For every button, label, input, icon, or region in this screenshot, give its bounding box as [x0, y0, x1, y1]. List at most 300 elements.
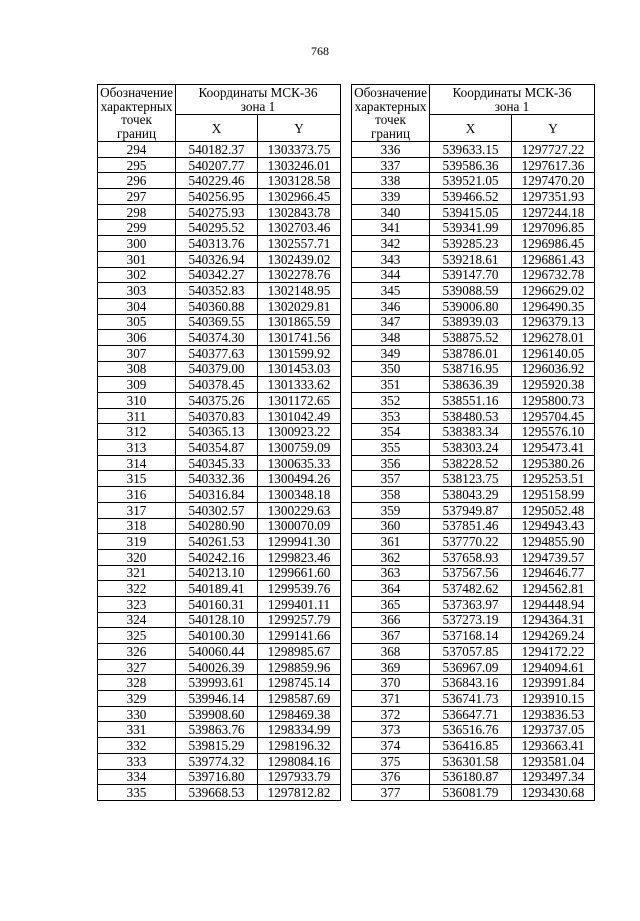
y-coordinate-cell: 1301333.62 [258, 377, 341, 393]
point-number-cell: 338 [352, 173, 430, 189]
y-coordinate-cell: 1298334.99 [258, 722, 341, 738]
table-row [352, 785, 595, 801]
y-coordinate-cell: 1293991.84 [512, 675, 595, 691]
y-coordinate-cell: 1297470.20 [512, 173, 595, 189]
x-coordinate-cell: 540213.10 [176, 565, 258, 581]
x-coordinate-cell: 536967.09 [430, 659, 512, 675]
table-row [98, 283, 341, 299]
y-coordinate-cell: 1293497.34 [512, 769, 595, 785]
table-row [98, 769, 341, 785]
x-coordinate-cell: 537770.22 [430, 534, 512, 550]
y-coordinate-cell: 1295704.45 [512, 408, 595, 424]
y-column-header: Y [258, 115, 341, 142]
table-row [352, 314, 595, 330]
table-body-right [352, 142, 595, 801]
y-coordinate-cell: 1296036.92 [512, 361, 595, 377]
table-row [98, 377, 341, 393]
coordinates-header [176, 85, 341, 115]
table-row [352, 565, 595, 581]
point-number-cell: 321 [98, 565, 176, 581]
x-coordinate-cell: 540326.94 [176, 251, 258, 267]
point-number-cell: 313 [98, 440, 176, 456]
x-coordinate-cell: 539285.23 [430, 236, 512, 252]
x-coordinate-cell: 538875.52 [430, 330, 512, 346]
x-coordinate-cell: 536081.79 [430, 785, 512, 801]
coordinates-table-left [97, 84, 341, 801]
x-coordinate-cell: 540060.44 [176, 644, 258, 660]
point-number-cell: 360 [352, 518, 430, 534]
y-coordinate-cell: 1293910.15 [512, 691, 595, 707]
x-coordinate-cell: 538383.34 [430, 424, 512, 440]
x-coordinate-cell: 540295.52 [176, 220, 258, 236]
table-row [352, 753, 595, 769]
y-coordinate-cell: 1301865.59 [258, 314, 341, 330]
y-coordinate-cell: 1300759.09 [258, 440, 341, 456]
y-coordinate-cell: 1298084.16 [258, 753, 341, 769]
y-coordinate-cell: 1300070.09 [258, 518, 341, 534]
table-row [352, 267, 595, 283]
table-row [352, 738, 595, 754]
x-coordinate-cell: 540377.63 [176, 345, 258, 361]
table-row [98, 157, 341, 173]
table-row [98, 738, 341, 754]
x-coordinate-cell: 539993.61 [176, 675, 258, 691]
point-number-cell: 309 [98, 377, 176, 393]
y-coordinate-cell: 1294364.31 [512, 612, 595, 628]
x-coordinate-cell: 540256.95 [176, 189, 258, 205]
y-coordinate-cell: 1294172.22 [512, 644, 595, 660]
table-row [352, 361, 595, 377]
y-coordinate-cell: 1301453.03 [258, 361, 341, 377]
point-number-cell: 368 [352, 644, 430, 660]
point-number-cell: 340 [352, 204, 430, 220]
table-row [98, 345, 341, 361]
x-coordinate-cell: 539415.05 [430, 204, 512, 220]
table-body-left [98, 142, 341, 801]
x-coordinate-cell: 537168.14 [430, 628, 512, 644]
point-number-cell: 370 [352, 675, 430, 691]
x-coordinate-cell: 538480.53 [430, 408, 512, 424]
table-row [98, 455, 341, 471]
point-number-cell: 328 [98, 675, 176, 691]
table-row [352, 549, 595, 565]
y-coordinate-cell: 1301599.92 [258, 345, 341, 361]
point-number-cell: 331 [98, 722, 176, 738]
point-number-cell: 354 [352, 424, 430, 440]
x-coordinate-cell: 537949.87 [430, 502, 512, 518]
y-coordinate-cell: 1294562.81 [512, 581, 595, 597]
table-row [352, 691, 595, 707]
y-coordinate-cell: 1296629.02 [512, 283, 595, 299]
table-row [98, 330, 341, 346]
x-coordinate-cell: 540332.36 [176, 471, 258, 487]
table-row [352, 659, 595, 675]
y-coordinate-cell: 1294855.90 [512, 534, 595, 550]
point-number-cell: 372 [352, 706, 430, 722]
y-coordinate-cell: 1295473.41 [512, 440, 595, 456]
point-number-cell: 311 [98, 408, 176, 424]
table-row [98, 424, 341, 440]
x-coordinate-cell: 540378.45 [176, 377, 258, 393]
x-coordinate-cell: 539863.76 [176, 722, 258, 738]
x-coordinate-cell: 540242.16 [176, 549, 258, 565]
table-row [98, 361, 341, 377]
x-coordinate-cell: 536180.87 [430, 769, 512, 785]
table-row [352, 502, 595, 518]
point-number-cell: 325 [98, 628, 176, 644]
y-coordinate-cell: 1294094.61 [512, 659, 595, 675]
point-header-line: границ [370, 125, 411, 141]
point-number-cell: 294 [98, 142, 176, 158]
table-row [352, 628, 595, 644]
point-number-cell: 295 [98, 157, 176, 173]
x-coordinate-cell: 536647.71 [430, 706, 512, 722]
coordinates-zone: зона 1 [494, 98, 530, 114]
y-coordinate-cell: 1295052.48 [512, 502, 595, 518]
y-coordinate-cell: 1297351.93 [512, 189, 595, 205]
point-number-cell: 344 [352, 267, 430, 283]
table-row [98, 471, 341, 487]
table-row [98, 534, 341, 550]
x-coordinate-cell: 540275.93 [176, 204, 258, 220]
point-number-cell: 332 [98, 738, 176, 754]
x-coordinate-cell: 537057.85 [430, 644, 512, 660]
x-coordinate-cell: 540352.83 [176, 283, 258, 299]
y-coordinate-cell: 1297812.82 [258, 785, 341, 801]
table-row [98, 220, 341, 236]
table-row [352, 251, 595, 267]
point-number-cell: 341 [352, 220, 430, 236]
y-coordinate-cell: 1301172.65 [258, 393, 341, 409]
y-coordinate-cell: 1295158.99 [512, 487, 595, 503]
point-number-cell: 361 [352, 534, 430, 550]
point-header-line: границ [116, 125, 157, 141]
x-coordinate-cell: 538716.95 [430, 361, 512, 377]
table-row [352, 722, 595, 738]
x-coordinate-cell: 539815.29 [176, 738, 258, 754]
point-number-cell: 339 [352, 189, 430, 205]
y-coordinate-cell: 1293737.05 [512, 722, 595, 738]
table-row [352, 471, 595, 487]
table-row [352, 142, 595, 158]
y-coordinate-cell: 1301741.56 [258, 330, 341, 346]
table-row [352, 330, 595, 346]
table-row [352, 487, 595, 503]
point-number-cell: 334 [98, 769, 176, 785]
y-coordinate-cell: 1300229.63 [258, 502, 341, 518]
y-coordinate-cell: 1299823.46 [258, 549, 341, 565]
point-number-cell: 298 [98, 204, 176, 220]
y-coordinate-cell: 1299141.66 [258, 628, 341, 644]
y-coordinate-cell: 1302966.45 [258, 189, 341, 205]
x-coordinate-cell: 540026.39 [176, 659, 258, 675]
y-coordinate-cell: 1299661.60 [258, 565, 341, 581]
point-number-cell: 364 [352, 581, 430, 597]
point-number-cell: 296 [98, 173, 176, 189]
point-number-cell: 308 [98, 361, 176, 377]
x-coordinate-cell: 540374.30 [176, 330, 258, 346]
point-number-cell: 357 [352, 471, 430, 487]
x-coordinate-cell: 537851.46 [430, 518, 512, 534]
x-coordinate-cell: 538303.24 [430, 440, 512, 456]
point-number-cell: 329 [98, 691, 176, 707]
table-row [352, 455, 595, 471]
point-number-cell: 359 [352, 502, 430, 518]
point-number-cell: 324 [98, 612, 176, 628]
x-coordinate-cell: 540370.83 [176, 408, 258, 424]
y-coordinate-cell: 1296379.13 [512, 314, 595, 330]
x-coordinate-cell: 536516.76 [430, 722, 512, 738]
table-row [352, 345, 595, 361]
point-number-cell: 333 [98, 753, 176, 769]
table-row [352, 220, 595, 236]
table-row [98, 753, 341, 769]
table-row [352, 173, 595, 189]
y-coordinate-cell: 1302703.46 [258, 220, 341, 236]
point-number-cell: 302 [98, 267, 176, 283]
y-coordinate-cell: 1298469.38 [258, 706, 341, 722]
coordinates-title: Координаты МСК-36 [452, 85, 572, 100]
x-coordinate-cell: 540302.57 [176, 502, 258, 518]
point-number-cell: 356 [352, 455, 430, 471]
point-number-cell: 330 [98, 706, 176, 722]
point-number-cell: 319 [98, 534, 176, 550]
x-coordinate-cell: 540280.90 [176, 518, 258, 534]
point-designation-header [352, 85, 430, 142]
y-coordinate-cell: 1296140.05 [512, 345, 595, 361]
y-coordinate-cell: 1300923.22 [258, 424, 341, 440]
point-number-cell: 317 [98, 502, 176, 518]
coordinates-header [430, 85, 595, 115]
x-coordinate-cell: 540261.53 [176, 534, 258, 550]
point-number-cell: 343 [352, 251, 430, 267]
point-number-cell: 299 [98, 220, 176, 236]
point-number-cell: 312 [98, 424, 176, 440]
table-row [98, 236, 341, 252]
y-coordinate-cell: 1302557.71 [258, 236, 341, 252]
y-coordinate-cell: 1297933.79 [258, 769, 341, 785]
point-number-cell: 366 [352, 612, 430, 628]
point-number-cell: 348 [352, 330, 430, 346]
x-coordinate-cell: 540189.41 [176, 581, 258, 597]
y-coordinate-cell: 1296490.35 [512, 298, 595, 314]
y-coordinate-cell: 1295576.10 [512, 424, 595, 440]
table-row [98, 142, 341, 158]
table-row [98, 659, 341, 675]
x-coordinate-cell: 539668.53 [176, 785, 258, 801]
point-number-cell: 346 [352, 298, 430, 314]
x-coordinate-cell: 539088.59 [430, 283, 512, 299]
table-row [352, 706, 595, 722]
table-row [352, 236, 595, 252]
y-coordinate-cell: 1293581.04 [512, 753, 595, 769]
y-coordinate-cell: 1296861.43 [512, 251, 595, 267]
y-coordinate-cell: 1296278.01 [512, 330, 595, 346]
x-coordinate-cell: 538043.29 [430, 487, 512, 503]
table-row [98, 722, 341, 738]
y-coordinate-cell: 1300348.18 [258, 487, 341, 503]
table-row [98, 502, 341, 518]
y-coordinate-cell: 1298985.67 [258, 644, 341, 660]
point-number-cell: 337 [352, 157, 430, 173]
x-coordinate-cell: 540360.88 [176, 298, 258, 314]
x-coordinate-cell: 539633.15 [430, 142, 512, 158]
table-row [98, 440, 341, 456]
y-coordinate-cell: 1302439.02 [258, 251, 341, 267]
y-column-header: Y [512, 115, 595, 142]
x-coordinate-cell: 539341.99 [430, 220, 512, 236]
x-coordinate-cell: 538636.39 [430, 377, 512, 393]
table-row [352, 518, 595, 534]
x-coordinate-cell: 538228.52 [430, 455, 512, 471]
point-number-cell: 297 [98, 189, 176, 205]
x-coordinate-cell: 540379.00 [176, 361, 258, 377]
point-number-cell: 306 [98, 330, 176, 346]
table-row [98, 314, 341, 330]
table-row [98, 251, 341, 267]
point-number-cell: 353 [352, 408, 430, 424]
table-row [352, 157, 595, 173]
x-coordinate-cell: 540375.26 [176, 393, 258, 409]
point-number-cell: 316 [98, 487, 176, 503]
x-coordinate-cell: 539521.05 [430, 173, 512, 189]
x-coordinate-cell: 537273.19 [430, 612, 512, 628]
point-number-cell: 365 [352, 596, 430, 612]
x-coordinate-cell: 536416.85 [430, 738, 512, 754]
y-coordinate-cell: 1293663.41 [512, 738, 595, 754]
point-number-cell: 315 [98, 471, 176, 487]
table-row [352, 581, 595, 597]
y-coordinate-cell: 1298859.96 [258, 659, 341, 675]
x-coordinate-cell: 540313.76 [176, 236, 258, 252]
x-coordinate-cell: 539908.60 [176, 706, 258, 722]
y-coordinate-cell: 1294269.24 [512, 628, 595, 644]
x-coordinate-cell: 540160.31 [176, 596, 258, 612]
point-number-cell: 345 [352, 283, 430, 299]
table-row [98, 549, 341, 565]
table-row [98, 298, 341, 314]
point-number-cell: 371 [352, 691, 430, 707]
table-row [352, 424, 595, 440]
x-coordinate-cell: 540342.27 [176, 267, 258, 283]
y-coordinate-cell: 1294646.77 [512, 565, 595, 581]
x-coordinate-cell: 539006.80 [430, 298, 512, 314]
x-coordinate-cell: 538123.75 [430, 471, 512, 487]
x-coordinate-cell: 540316.84 [176, 487, 258, 503]
table-row [98, 565, 341, 581]
y-coordinate-cell: 1294739.57 [512, 549, 595, 565]
x-column-header: X [430, 115, 512, 142]
table-row [98, 706, 341, 722]
point-number-cell: 358 [352, 487, 430, 503]
x-coordinate-cell: 540128.10 [176, 612, 258, 628]
table-row [98, 644, 341, 660]
table-row [352, 675, 595, 691]
point-number-cell: 326 [98, 644, 176, 660]
table-row [352, 596, 595, 612]
x-coordinate-cell: 536301.58 [430, 753, 512, 769]
table-row [98, 204, 341, 220]
point-number-cell: 300 [98, 236, 176, 252]
point-number-cell: 362 [352, 549, 430, 565]
coordinates-title: Координаты МСК-36 [198, 85, 318, 100]
table-row [352, 204, 595, 220]
point-number-cell: 336 [352, 142, 430, 158]
table-row [98, 173, 341, 189]
table-row [352, 377, 595, 393]
point-header-line: Обозначение [354, 85, 427, 100]
y-coordinate-cell: 1303246.01 [258, 157, 341, 173]
point-number-cell: 374 [352, 738, 430, 754]
x-coordinate-cell: 540207.77 [176, 157, 258, 173]
x-coordinate-cell: 539218.61 [430, 251, 512, 267]
point-number-cell: 323 [98, 596, 176, 612]
table-row [98, 581, 341, 597]
table-row [352, 408, 595, 424]
point-number-cell: 367 [352, 628, 430, 644]
y-coordinate-cell: 1295253.51 [512, 471, 595, 487]
table-row [98, 675, 341, 691]
point-number-cell: 352 [352, 393, 430, 409]
point-number-cell: 304 [98, 298, 176, 314]
point-number-cell: 355 [352, 440, 430, 456]
point-header-line: характерных [354, 98, 427, 114]
x-coordinate-cell: 537363.97 [430, 596, 512, 612]
x-coordinate-cell: 540354.87 [176, 440, 258, 456]
x-coordinate-cell: 538551.16 [430, 393, 512, 409]
x-coordinate-cell: 540182.37 [176, 142, 258, 158]
y-coordinate-cell: 1302029.81 [258, 298, 341, 314]
point-designation-header [98, 85, 176, 142]
point-number-cell: 347 [352, 314, 430, 330]
table-row [352, 534, 595, 550]
table-row [352, 283, 595, 299]
y-coordinate-cell: 1298196.32 [258, 738, 341, 754]
y-coordinate-cell: 1297244.18 [512, 204, 595, 220]
table-row [98, 408, 341, 424]
table-row [352, 298, 595, 314]
point-number-cell: 314 [98, 455, 176, 471]
y-coordinate-cell: 1297727.22 [512, 142, 595, 158]
x-coordinate-cell: 538939.03 [430, 314, 512, 330]
x-coordinate-cell: 538786.01 [430, 345, 512, 361]
y-coordinate-cell: 1298745.14 [258, 675, 341, 691]
y-coordinate-cell: 1299401.11 [258, 596, 341, 612]
y-coordinate-cell: 1302278.76 [258, 267, 341, 283]
x-coordinate-cell: 536843.16 [430, 675, 512, 691]
y-coordinate-cell: 1295380.26 [512, 455, 595, 471]
point-number-cell: 301 [98, 251, 176, 267]
point-number-cell: 363 [352, 565, 430, 581]
x-coordinate-cell: 539466.52 [430, 189, 512, 205]
point-number-cell: 377 [352, 785, 430, 801]
x-coordinate-cell: 539946.14 [176, 691, 258, 707]
table-row [98, 487, 341, 503]
y-coordinate-cell: 1302148.95 [258, 283, 341, 299]
page-number: 768 [311, 44, 329, 58]
x-coordinate-cell: 540345.33 [176, 455, 258, 471]
table-row [98, 189, 341, 205]
x-coordinate-cell: 537658.93 [430, 549, 512, 565]
x-coordinate-cell: 540229.46 [176, 173, 258, 189]
point-number-cell: 307 [98, 345, 176, 361]
y-coordinate-cell: 1296986.45 [512, 236, 595, 252]
x-coordinate-cell: 539774.32 [176, 753, 258, 769]
y-coordinate-cell: 1303373.75 [258, 142, 341, 158]
y-coordinate-cell: 1293836.53 [512, 706, 595, 722]
table-row [98, 518, 341, 534]
point-number-cell: 310 [98, 393, 176, 409]
